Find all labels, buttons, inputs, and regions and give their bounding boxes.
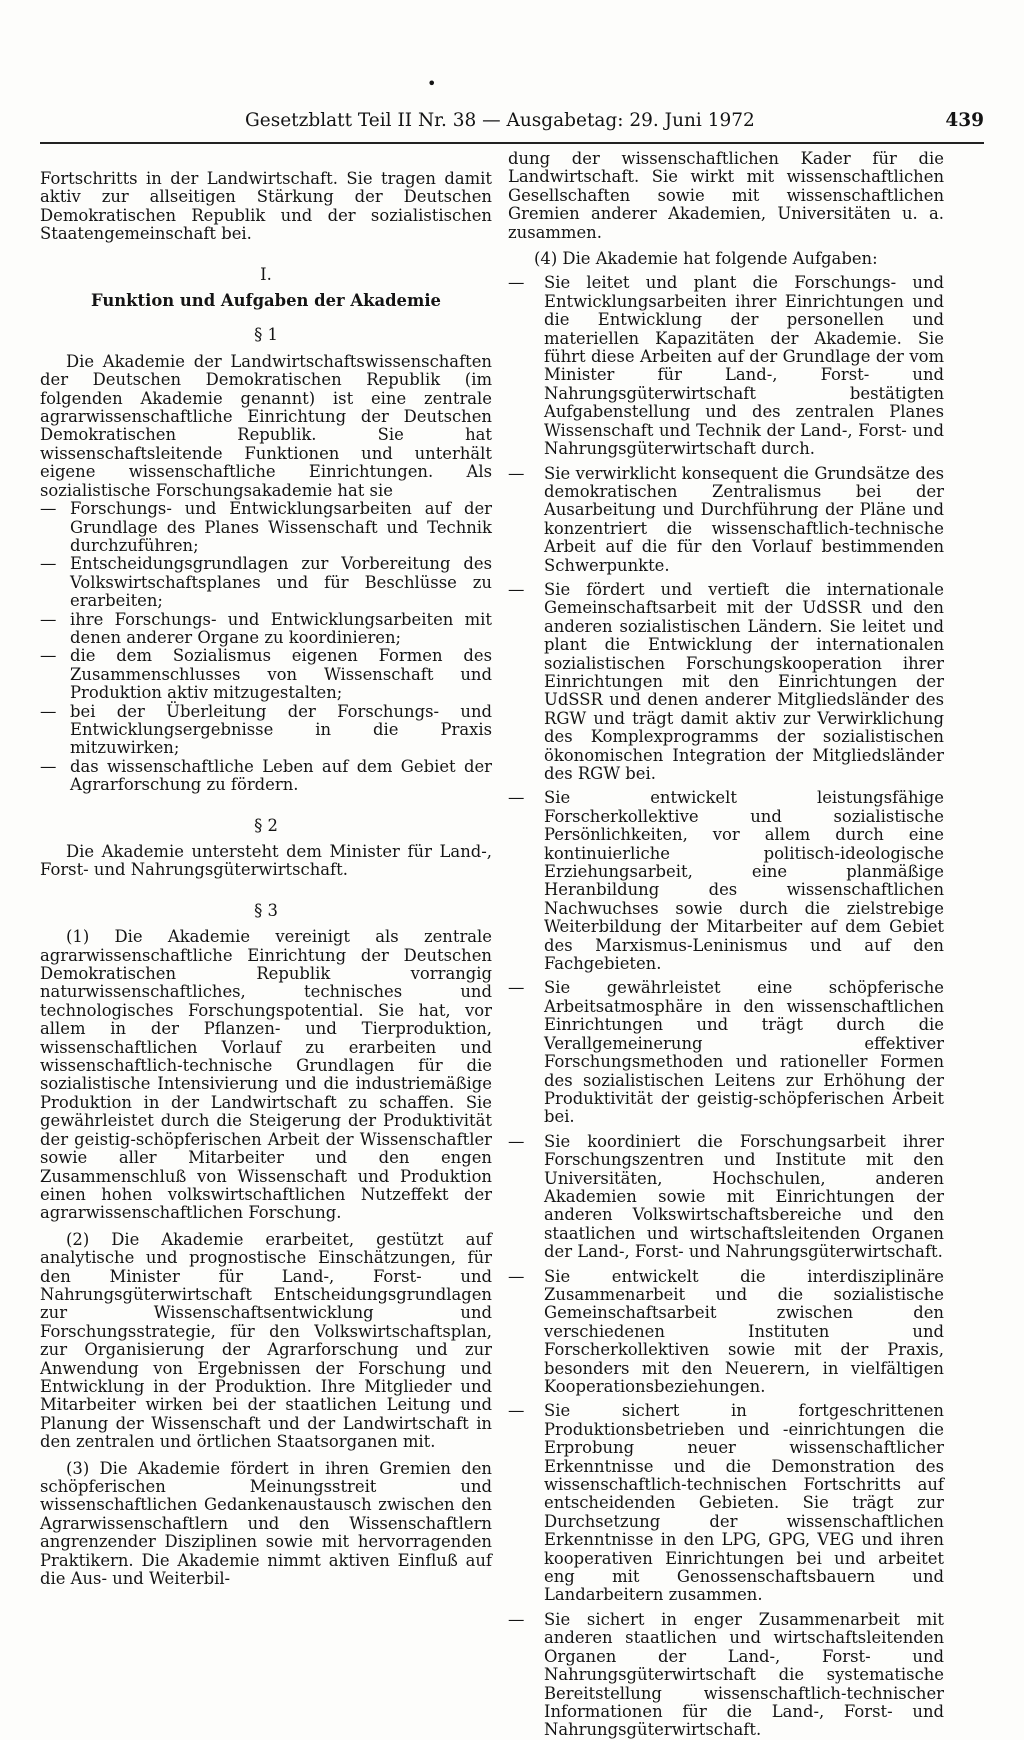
paragraph-3-heading: § 3 bbox=[254, 900, 278, 920]
page-number: 439 bbox=[945, 110, 984, 131]
list-item: — Sie verwirklicht konsequent die Grundsätze des demokratischen Zentralismus bei der Ausarbeitung und Durchführung der Pläne und konzentriert die wissenschaftlich-technische Arbeit auf die für den Vorlauf bestimmenden Schwerpunkte. bbox=[508, 465, 944, 575]
paragraph-1-heading: § 1 bbox=[254, 325, 278, 345]
paragraph-3-subsection-4-list bbox=[508, 274, 944, 1739]
paragraph-3-subsection-3: (3) Die Akademie fördert in ihren Gremien den schöpferischen Meinungsstreit und wissenschaftlichen Gedankenaustausch zwischen den Agrarwissenschaftlern und den Wissenschaftlern angrenzender Disziplinen sowie mit hervorragenden Praktikern. Die Akademie nimmt aktiven Einfluß auf die Aus- und Weiterbil- bbox=[40, 1458, 492, 1589]
list-item: — Sie sichert in fortgeschrittenen Produktionsbetrieben und -einrichtungen die Erprobung neuer wissenschaftlicher Erkenntnisse und die Demonstration des wissenschaftlich-technischen Fortschritts auf entscheidenden Gebieten. Sie trägt zur Durchsetzung der wissenschaftlichen Erkenntnisse in den LPG, GPG, VEG und ihren kooperativen Einrichtungen bei und arbeitet eng mit Genossenschaftsbauern und Landarbeitern zusammen. bbox=[508, 1402, 944, 1604]
list-item: — Sie entwickelt die interdisziplinäre Zusammenarbeit und die sozialistische Gemeinschaftsarbeit zwischen den verschiedenen Instituten und Forscherkollektiven sowie mit der Praxis, besonders mit den Neuerern, in vielfältigen Kooperationsbeziehungen. bbox=[508, 1268, 944, 1397]
continuation-paragraph: dung der wissenschaftlichen Kader für die Landwirtschaft. Sie wirkt mit wissenschaftlichen Gesellschaften sowie mit wissenschaftlichen Gremien anderer Akademien, Universitäten u. a. zusammen. bbox=[508, 149, 944, 242]
page-header bbox=[40, 110, 984, 144]
list-item: — Sie fördert und vertieft die internationale Gemeinschaftsarbeit mit der UdSSR und den anderen sozialistischen Ländern. Sie leitet und plant die Entwicklung der internationalen sozialistischen Forschungskooperation ihrer Einrichtungen mit den Einrichtungen der UdSSR und denen anderer Mitgliedsländer des RGW und trägt damit aktiv zur Verwirklichung des Komplexprogramms der sozialistischen ökonomischen Integration der Mitgliedsländer des RGW bei. bbox=[508, 581, 944, 783]
list-item: — Sie koordiniert die Forschungsarbeit ihrer Forschungszentren und Institute mit den Universitäten, Hochschulen, anderen Akademien sowie mit Einrichtungen der anderen Volkswirtschaftsbereiche und den staatlichen und wirtschaftsleitenden Organen der Land-, Forst- und Nahrungsgüterwirtschaft. bbox=[508, 1133, 944, 1262]
list-item: — das wissenschaftliche Leben auf dem Gebiet der Agrarforschung zu fördern. bbox=[40, 758, 492, 795]
list-item: — Forschungs- und Entwicklungsarbeiten auf der Grundlage des Planes Wissenschaft und Technik durchzuführen; bbox=[40, 500, 492, 555]
list-item: — Sie entwickelt leistungsfähige Forscherkollektive und sozialistische Persönlichkeiten, vor allem durch eine kontinuierliche politisch-ideologische Erziehungsarbeit, eine planmäßige Heranbildung des wissenschaftlichen Nachwuchses sowie durch die zielstrebige Weiterbildung der Mitarbeiter auf dem Gebiet des Marxismus-Leninismus und auf den Fachgebieten. bbox=[508, 789, 944, 973]
paragraph-2-text: Die Akademie untersteht dem Minister für Land-, Forst- und Nahrungsgüterwirtschaft. bbox=[40, 842, 492, 880]
print-mark: • bbox=[427, 74, 437, 93]
list-item: — bei der Überleitung der Forschungs- und Entwicklungsergebnisse in die Praxis mitzuwirken; bbox=[40, 703, 492, 758]
list-item: — ihre Forschungs- und Entwicklungsarbeiten mit denen anderer Organe zu koordinieren; bbox=[40, 611, 492, 648]
section-title: Funktion und Aufgaben der Akademie bbox=[91, 291, 441, 311]
paragraph-3-subsection-1: (1) Die Akademie vereinigt als zentrale agrarwissenschaftliche Einrichtung der Deutschen Demokratischen Republik vorrangig naturwissenschaftliches, technisches und technologisches Forschungspotential. Sie hat, vor allem in der Pflanzen- und Tierproduktion, wissenschaftlichen Vorlauf zu erarbeiten und wissenschaftlich-technische Grundlagen für die sozialistische Intensivierung und die industriemäßige Produktion in der Landwirtschaft zu schaffen. Sie gewährleistet durch die Steigerung der Produktivität der geistig-schöpferischen Arbeit der Wissenschaftler sowie aller Mitarbeiter und den engen Zusammenschluß von Wissenschaft und Produktion einen hohen volkswirtschaftlichen Nutzeffekt der agrarwissenschaftlichen Forschung. bbox=[40, 927, 492, 1223]
list-item: — Entscheidungsgrundlagen zur Vorbereitung des Volkswirtschaftsplanes und für Beschlüsse zu erarbeiten; bbox=[40, 555, 492, 610]
header-title: Gesetzblatt Teil II Nr. 38 — Ausgabetag: 29. Juni 1972 bbox=[245, 110, 755, 131]
list-item: — die dem Sozialismus eigenen Formen des Zusammenschlusses von Wissenschaft und Produktion aktiv mitzugestalten; bbox=[40, 647, 492, 702]
paragraph-1-text: Die Akademie der Landwirtschaftswissenschaften der Deutschen Demokratischen Republik (im folgenden Akademie genannt) ist eine zentrale agrarwissenschaftliche Einrichtung der Deutschen Demokratischen Republik. Sie hat wissenschaftsleitende Funktionen und unterhält eigene wissenschaftliche Einrichtungen. Als sozialistische Forschungsakademie hat sie bbox=[40, 351, 492, 500]
left-column bbox=[40, 170, 492, 1588]
paragraph-2-heading: § 2 bbox=[254, 815, 278, 835]
list-item: — Sie leitet und plant die Forschungs- und Entwicklungsarbeiten ihrer Einrichtungen und die Entwicklung der personellen und materiellen Kapazitäten der Akademie. Sie führt diese Arbeiten auf der Grundlage der vom Minister für Land-, Forst- und Nahrungsgüterwirtschaft bestätigten Aufgabenstellung und des zentralen Planes Wissenschaft und Technik der Land-, Forst- und Nahrungsgüterwirtschaft durch. bbox=[508, 274, 944, 458]
paragraph-3-subsection-2: (2) Die Akademie erarbeitet, gestützt auf analytische und prognostische Einschätzungen, für den Minister für Land-, Forst- und Nahrungsgüterwirtschaft Entscheidungsgrundlagen zur Wissenschaftsentwicklung und Forschungsstrategie, für den Volkswirtschaftsplan, zur Organisierung der Agrarforschung und zur Anwendung von Ergebnissen der Forschung und Entwicklung in der Produktion. Ihre Mitglieder und Mitarbeiter wirken bei der staatlichen Leitung und Planung der Wissenschaft und der Landwirtschaft in den zentralen und örtlichen Staatsorganen mit. bbox=[40, 1229, 492, 1452]
list-item: — Sie gewährleistet eine schöpferische Arbeitsatmosphäre in den wissenschaftlichen Einrichtungen und trägt durch die Verallgemeinerung effektiver Forschungsmethoden und rationeller Formen des sozialistischen Leitens zur Erhöhung der Produktivität der geistig-schöpferischen Arbeit bei. bbox=[508, 979, 944, 1126]
paragraph-3-subsection-4-intro: (4) Die Akademie hat folgende Aufgaben: bbox=[534, 249, 878, 269]
section-number: I. bbox=[260, 264, 272, 284]
right-column bbox=[508, 150, 944, 1740]
paragraph-1-list bbox=[40, 500, 492, 795]
intro-paragraph: Fortschritts in der Landwirtschaft. Sie tragen damit aktiv zur allseitigen Stärkung der Deutschen Demokratischen Republik und der sozialistischen Staatengemeinschaft bei. bbox=[40, 169, 492, 244]
list-item: — Sie sichert in enger Zusammenarbeit mit anderen staatlichen und wirtschaftsleitenden Organen der Land-, Forst- und Nahrungsgüterwirtschaft die systematische Bereitstellung wissenschaftlich-technischer Informationen für die Land-, Forst- und Nahrungsgüterwirtschaft. bbox=[508, 1611, 944, 1740]
